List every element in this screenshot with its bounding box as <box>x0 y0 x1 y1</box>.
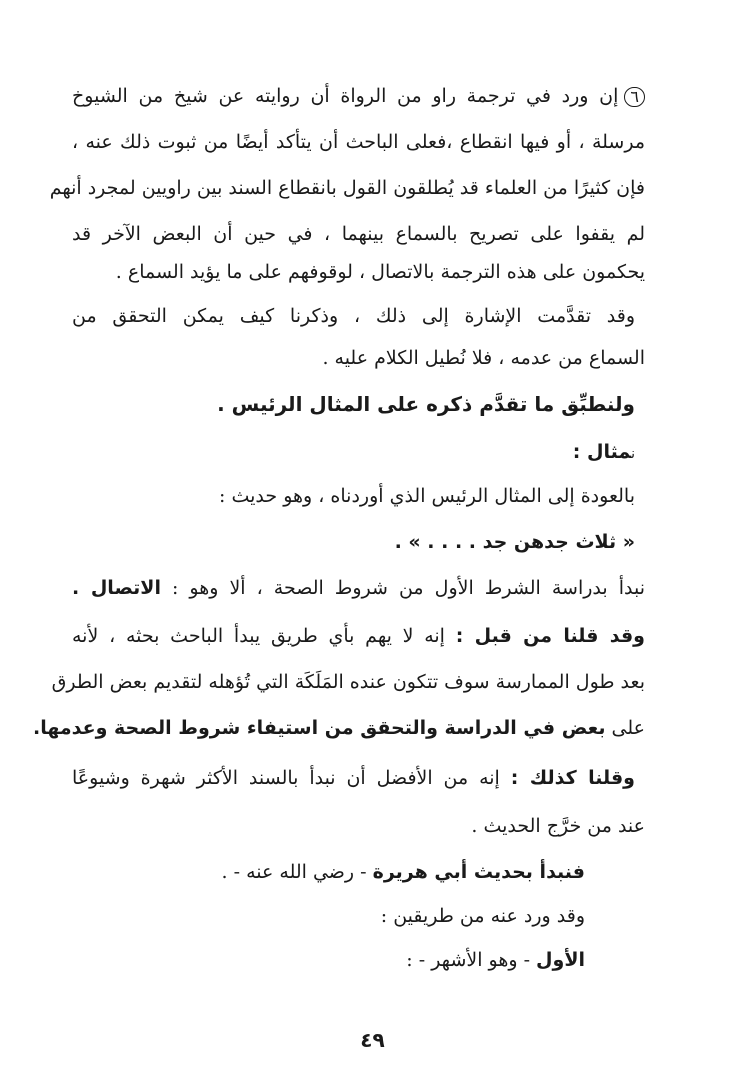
paragraph-4-line-2: بعد طول الممارسة سوف تتكون عنده المَلَكَة التي تُؤهله لتقديم بعض الطرق <box>51 671 645 693</box>
paragraph-7: وقد ورد عنه من طريقين : <box>380 905 585 927</box>
paragraph-4-text-3: على <box>611 717 645 739</box>
paragraph-1-line-2: السماع من عدمه ، فلا نُطيل الكلام عليه . <box>322 347 645 369</box>
paragraph-2: بالعودة إلى المثال الرئيس الذي أوردناه ، وهو حديث : <box>219 485 635 507</box>
hadith-quote: « ثلاث جدهن جد . . . . » . <box>394 531 635 553</box>
footnote-line-4: لم يقفوا على تصريح بالسماع بينهما ، في حين أن البعض الآخر قد <box>72 223 645 245</box>
example-label-line <box>72 438 635 468</box>
paragraph-4-line-3 <box>32 714 645 742</box>
paragraph-6-rest: - رضي الله عنه - . <box>221 861 367 883</box>
paragraph-3-bold: الاتصال . <box>72 577 161 599</box>
paragraph-3-text: نبدأ بدراسة الشرط الأول من شروط الصحة ، ألا وهو : <box>172 577 645 599</box>
paragraph-8-bold: الأول <box>536 949 585 971</box>
footnote-line-2: مرسلة ، أو فيها انقطاع ،فعلى الباحث أن يتأكد أيضًا من ثبوت ذلك عنه ، <box>72 131 645 153</box>
page-number: ٤٩ <box>360 1028 385 1052</box>
footnote-line-3: فإن كثيرًا من العلماء قد يُطلقون القول بانقطاع السند بين راويين لمجرد أنهم <box>49 177 645 199</box>
example-label: مثال : <box>572 441 632 463</box>
paragraph-5-line-1 <box>72 764 635 792</box>
footnote-line-5: يحكمون على هذه الترجمة بالاتصال ، لوقوفهم على ما يؤيد السماع . <box>115 261 645 283</box>
section-heading: ولنطبِّق ما تقدَّم ذكره على المثال الرئيس . <box>217 392 635 416</box>
paragraph-5-bold-start: وقلنا كذلك : <box>510 767 635 789</box>
paragraph-6-bold: فنبدأ بحديث أبي هريرة <box>372 861 585 883</box>
paragraph-4-bold-end: بعض في الدراسة والتحقق من استيفاء شروط الصحة وعدمها. <box>32 717 606 739</box>
example-bullet: ن <box>631 446 635 462</box>
footnote-number-badge: ٦ <box>624 87 645 107</box>
paragraph-8-rest: - وهو الأشهر - : <box>406 949 530 971</box>
paragraph-4-text-1: إنه لا يهم بأي طريق يبدأ الباحث بحثه ، لأنه <box>72 625 445 647</box>
footnote-line-1 <box>72 82 645 110</box>
paragraph-5-text-1: إنه من الأفضل أن نبدأ بالسند الأكثر شهرة وشيوعًا <box>72 767 500 789</box>
paragraph-6 <box>72 858 585 886</box>
paragraph-1-line-1: وقد تقدَّمت الإشارة إلى ذلك ، وذكرنا كيف يمكن التحقق من <box>72 305 635 327</box>
paragraph-8 <box>72 946 585 974</box>
paragraph-3 <box>72 574 645 602</box>
paragraph-4-line-1 <box>72 622 645 650</box>
footnote-text: إن ورد في ترجمة راو من الرواة أن روايته عن شيخ من الشيوخ <box>72 85 619 107</box>
paragraph-4-bold-start: وقد قلنا من قبل : <box>455 625 645 647</box>
paragraph-5-line-2: عند من خرَّج الحديث . <box>471 815 645 837</box>
